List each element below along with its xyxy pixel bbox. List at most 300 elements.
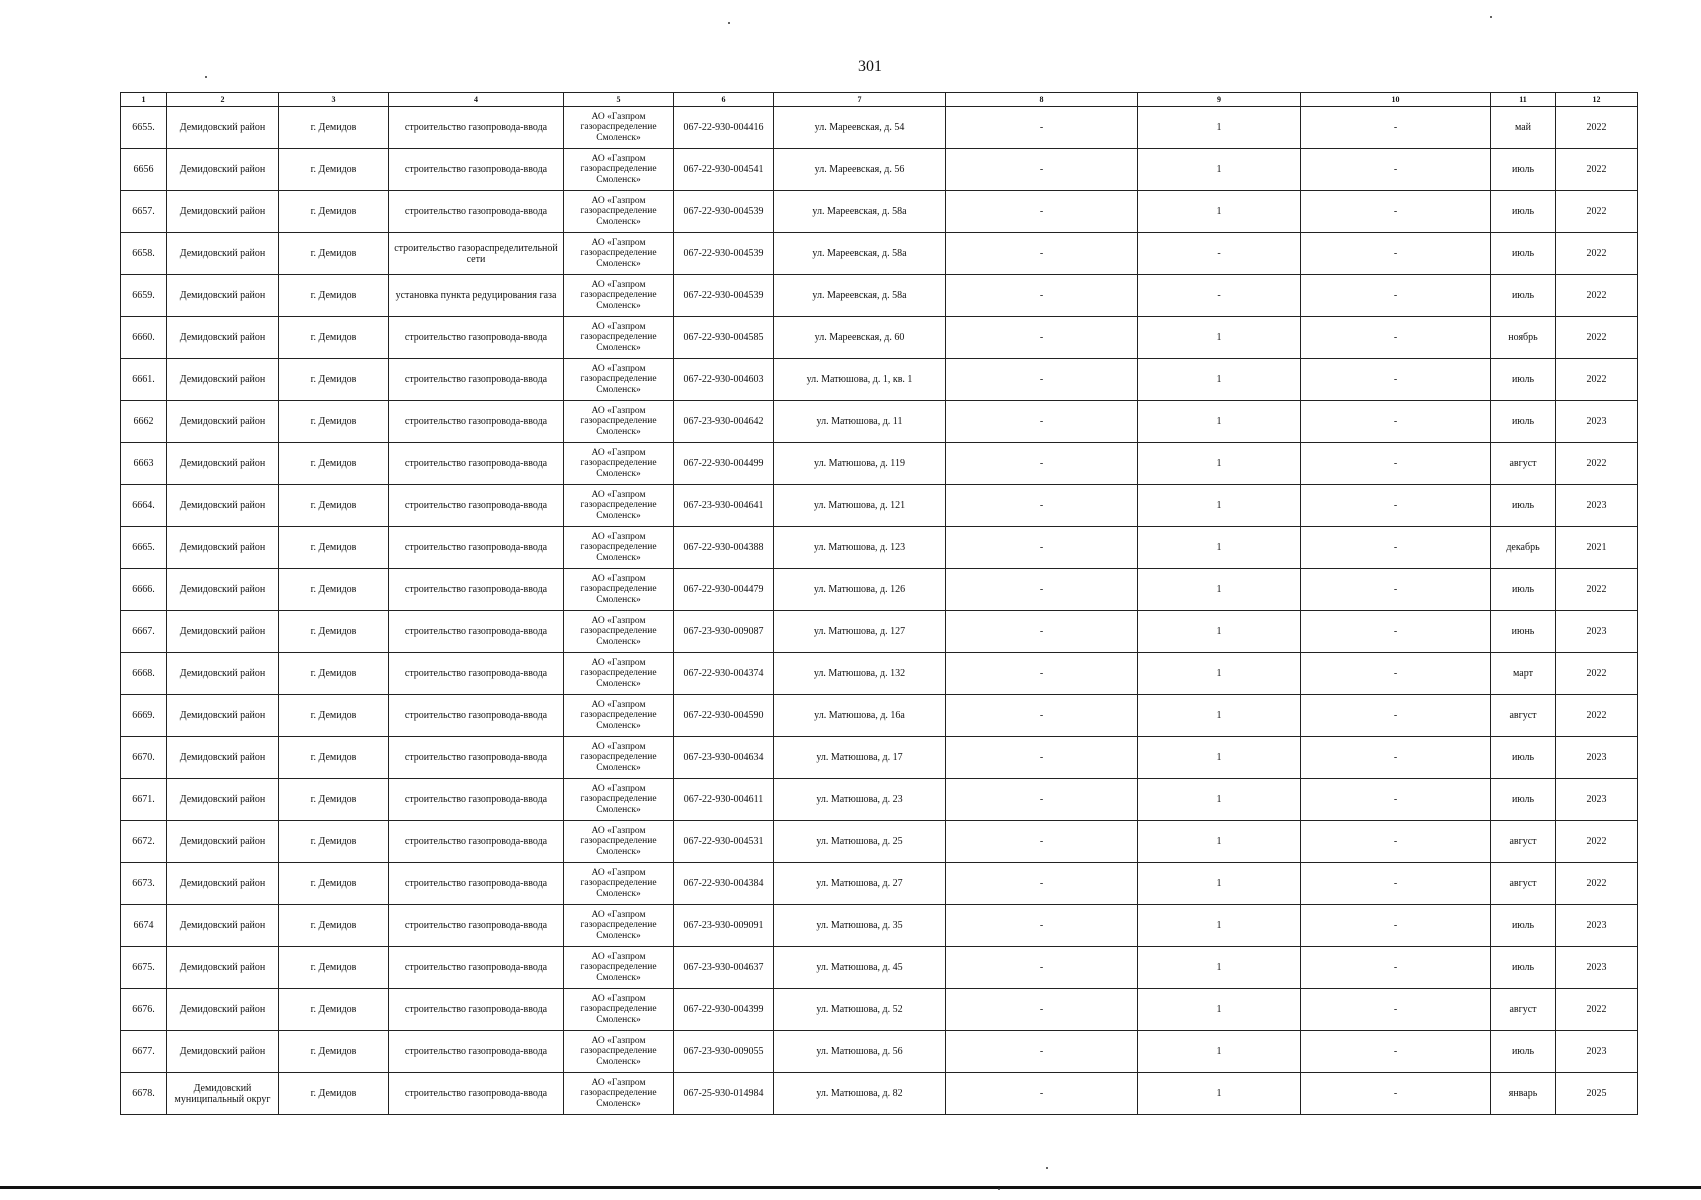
cell-month: июль <box>1491 779 1556 821</box>
cell-col-9-value: 1 <box>1138 737 1301 779</box>
table-row <box>121 569 1638 611</box>
cell-col-9-value: 1 <box>1138 107 1301 149</box>
cell-col-10-value: - <box>1301 989 1491 1031</box>
cell-organization: АО «Газпром газораспределение Смоленск» <box>564 149 674 191</box>
cell-col-8-value: - <box>946 989 1138 1031</box>
cell-address: ул. Матюшова, д. 82 <box>774 1073 946 1115</box>
cell-col-10-value: - <box>1301 107 1491 149</box>
cell-settlement: г. Демидов <box>279 905 389 947</box>
cell-col-10-value: - <box>1301 1031 1491 1073</box>
cell-address: ул. Мареевская, д. 56 <box>774 149 946 191</box>
cell-year: 2023 <box>1556 401 1638 443</box>
cell-month: июль <box>1491 737 1556 779</box>
cell-settlement: г. Демидов <box>279 695 389 737</box>
cell-object-code: 067-23-930-004642 <box>674 401 774 443</box>
table-header-row <box>121 93 1638 107</box>
cell-col-8-value: - <box>946 1073 1138 1115</box>
page-bottom-rule <box>0 1186 1701 1189</box>
cell-settlement: г. Демидов <box>279 527 389 569</box>
cell-address: ул. Матюшова, д. 27 <box>774 863 946 905</box>
cell-settlement: г. Демидов <box>279 737 389 779</box>
cell-address: ул. Матюшова, д. 25 <box>774 821 946 863</box>
cell-settlement: г. Демидов <box>279 149 389 191</box>
cell-address: ул. Матюшова, д. 56 <box>774 1031 946 1073</box>
cell-col-10-value: - <box>1301 485 1491 527</box>
cell-organization: АО «Газпром газораспределение Смоленск» <box>564 569 674 611</box>
cell-work-type: строительство газопровода-ввода <box>389 1073 564 1115</box>
cell-year: 2022 <box>1556 821 1638 863</box>
cell-work-type: строительство газораспределительной сети <box>389 233 564 275</box>
cell-district: Демидовский муниципальный округ <box>167 1073 279 1115</box>
cell-object-code: 067-22-930-004539 <box>674 275 774 317</box>
table-row <box>121 821 1638 863</box>
cell-district: Демидовский район <box>167 611 279 653</box>
cell-col-10-value: - <box>1301 191 1491 233</box>
cell-year: 2022 <box>1556 275 1638 317</box>
cell-work-type: строительство газопровода-ввода <box>389 611 564 653</box>
cell-col-9-value: 1 <box>1138 527 1301 569</box>
cell-district: Демидовский район <box>167 485 279 527</box>
cell-year: 2022 <box>1556 653 1638 695</box>
cell-settlement: г. Демидов <box>279 233 389 275</box>
cell-col-9-value: 1 <box>1138 905 1301 947</box>
cell-month: июль <box>1491 401 1556 443</box>
cell-col-9-value: 1 <box>1138 1031 1301 1073</box>
cell-organization: АО «Газпром газораспределение Смоленск» <box>564 737 674 779</box>
cell-col-10-value: - <box>1301 737 1491 779</box>
column-header: 1 <box>121 93 167 107</box>
cell-organization: АО «Газпром газораспределение Смоленск» <box>564 863 674 905</box>
cell-col-10-value: - <box>1301 779 1491 821</box>
cell-col-8-value: - <box>946 779 1138 821</box>
cell-settlement: г. Демидов <box>279 863 389 905</box>
cell-settlement: г. Демидов <box>279 821 389 863</box>
cell-address: ул. Матюшова, д. 126 <box>774 569 946 611</box>
cell-organization: АО «Газпром газораспределение Смоленск» <box>564 1031 674 1073</box>
cell-row-number: 6665. <box>121 527 167 569</box>
cell-year: 2022 <box>1556 317 1638 359</box>
cell-work-type: установка пункта редуцирования газа <box>389 275 564 317</box>
cell-row-number: 6660. <box>121 317 167 359</box>
cell-organization: АО «Газпром газораспределение Смоленск» <box>564 485 674 527</box>
cell-month: август <box>1491 821 1556 863</box>
cell-col-8-value: - <box>946 443 1138 485</box>
cell-address: ул. Матюшова, д. 1, кв. 1 <box>774 359 946 401</box>
table-row <box>121 401 1638 443</box>
table-row <box>121 779 1638 821</box>
cell-organization: АО «Газпром газораспределение Смоленск» <box>564 695 674 737</box>
table-row <box>121 1073 1638 1115</box>
cell-year: 2022 <box>1556 695 1638 737</box>
table-row <box>121 695 1638 737</box>
cell-work-type: строительство газопровода-ввода <box>389 401 564 443</box>
cell-object-code: 067-23-930-009087 <box>674 611 774 653</box>
cell-address: ул. Матюшова, д. 132 <box>774 653 946 695</box>
cell-col-9-value: 1 <box>1138 863 1301 905</box>
cell-row-number: 6656 <box>121 149 167 191</box>
cell-row-number: 6675. <box>121 947 167 989</box>
cell-col-8-value: - <box>946 401 1138 443</box>
cell-row-number: 6674 <box>121 905 167 947</box>
cell-district: Демидовский район <box>167 947 279 989</box>
cell-month: июль <box>1491 149 1556 191</box>
cell-month: декабрь <box>1491 527 1556 569</box>
cell-col-8-value: - <box>946 947 1138 989</box>
cell-organization: АО «Газпром газораспределение Смоленск» <box>564 401 674 443</box>
cell-col-9-value: 1 <box>1138 611 1301 653</box>
column-header: 5 <box>564 93 674 107</box>
cell-address: ул. Матюшова, д. 52 <box>774 989 946 1031</box>
table-row <box>121 527 1638 569</box>
table-row <box>121 863 1638 905</box>
table-row <box>121 233 1638 275</box>
cell-district: Демидовский район <box>167 401 279 443</box>
cell-col-10-value: - <box>1301 1073 1491 1115</box>
cell-address: ул. Матюшова, д. 11 <box>774 401 946 443</box>
cell-row-number: 6669. <box>121 695 167 737</box>
cell-object-code: 067-22-930-004531 <box>674 821 774 863</box>
cell-work-type: строительство газопровода-ввода <box>389 107 564 149</box>
table-row <box>121 275 1638 317</box>
cell-settlement: г. Демидов <box>279 569 389 611</box>
cell-district: Демидовский район <box>167 233 279 275</box>
cell-address: ул. Матюшова, д. 16а <box>774 695 946 737</box>
cell-year: 2022 <box>1556 989 1638 1031</box>
table-row <box>121 653 1638 695</box>
cell-object-code: 067-22-930-004539 <box>674 233 774 275</box>
cell-district: Демидовский район <box>167 191 279 233</box>
cell-month: июнь <box>1491 611 1556 653</box>
scan-speck <box>205 76 207 78</box>
cell-object-code: 067-23-930-004634 <box>674 737 774 779</box>
cell-row-number: 6666. <box>121 569 167 611</box>
cell-object-code: 067-23-930-009055 <box>674 1031 774 1073</box>
cell-address: ул. Мареевская, д. 58а <box>774 191 946 233</box>
table-row <box>121 737 1638 779</box>
cell-district: Демидовский район <box>167 359 279 401</box>
cell-work-type: строительство газопровода-ввода <box>389 947 564 989</box>
cell-month: июль <box>1491 233 1556 275</box>
table-row <box>121 317 1638 359</box>
cell-year: 2022 <box>1556 863 1638 905</box>
cell-month: август <box>1491 443 1556 485</box>
cell-district: Демидовский район <box>167 863 279 905</box>
cell-district: Демидовский район <box>167 779 279 821</box>
cell-object-code: 067-22-930-004603 <box>674 359 774 401</box>
scan-speck <box>1490 16 1492 18</box>
cell-col-9-value: 1 <box>1138 779 1301 821</box>
cell-work-type: строительство газопровода-ввода <box>389 1031 564 1073</box>
cell-col-8-value: - <box>946 863 1138 905</box>
cell-row-number: 6655. <box>121 107 167 149</box>
cell-month: январь <box>1491 1073 1556 1115</box>
cell-col-9-value: 1 <box>1138 947 1301 989</box>
cell-row-number: 6664. <box>121 485 167 527</box>
cell-year: 2022 <box>1556 233 1638 275</box>
cell-col-10-value: - <box>1301 233 1491 275</box>
cell-object-code: 067-22-930-004590 <box>674 695 774 737</box>
cell-col-10-value: - <box>1301 275 1491 317</box>
cell-object-code: 067-22-930-004374 <box>674 653 774 695</box>
cell-year: 2025 <box>1556 1073 1638 1115</box>
cell-col-9-value: - <box>1138 275 1301 317</box>
cell-object-code: 067-23-930-004637 <box>674 947 774 989</box>
cell-col-8-value: - <box>946 695 1138 737</box>
cell-organization: АО «Газпром газораспределение Смоленск» <box>564 191 674 233</box>
cell-month: июль <box>1491 191 1556 233</box>
cell-col-10-value: - <box>1301 611 1491 653</box>
cell-row-number: 6662 <box>121 401 167 443</box>
cell-row-number: 6672. <box>121 821 167 863</box>
cell-settlement: г. Демидов <box>279 1031 389 1073</box>
cell-col-9-value: 1 <box>1138 401 1301 443</box>
cell-col-8-value: - <box>946 149 1138 191</box>
cell-col-10-value: - <box>1301 443 1491 485</box>
cell-work-type: строительство газопровода-ввода <box>389 317 564 359</box>
table-row <box>121 149 1638 191</box>
scan-speck <box>1046 1167 1048 1169</box>
cell-row-number: 6676. <box>121 989 167 1031</box>
cell-row-number: 6673. <box>121 863 167 905</box>
cell-col-10-value: - <box>1301 695 1491 737</box>
cell-organization: АО «Газпром газораспределение Смоленск» <box>564 905 674 947</box>
cell-district: Демидовский район <box>167 317 279 359</box>
cell-work-type: строительство газопровода-ввода <box>389 359 564 401</box>
cell-object-code: 067-22-930-004399 <box>674 989 774 1031</box>
cell-year: 2022 <box>1556 149 1638 191</box>
cell-settlement: г. Демидов <box>279 779 389 821</box>
cell-year: 2022 <box>1556 359 1638 401</box>
cell-object-code: 067-25-930-014984 <box>674 1073 774 1115</box>
cell-row-number: 6658. <box>121 233 167 275</box>
cell-district: Демидовский район <box>167 989 279 1031</box>
cell-col-9-value: 1 <box>1138 443 1301 485</box>
table-row <box>121 989 1638 1031</box>
cell-year: 2023 <box>1556 1031 1638 1073</box>
cell-object-code: 067-22-930-004416 <box>674 107 774 149</box>
cell-organization: АО «Газпром газораспределение Смоленск» <box>564 317 674 359</box>
cell-organization: АО «Газпром газораспределение Смоленск» <box>564 359 674 401</box>
cell-col-10-value: - <box>1301 821 1491 863</box>
cell-year: 2022 <box>1556 569 1638 611</box>
cell-organization: АО «Газпром газораспределение Смоленск» <box>564 443 674 485</box>
cell-month: август <box>1491 863 1556 905</box>
cell-organization: АО «Газпром газораспределение Смоленск» <box>564 947 674 989</box>
cell-address: ул. Матюшова, д. 17 <box>774 737 946 779</box>
cell-address: ул. Матюшова, д. 127 <box>774 611 946 653</box>
cell-settlement: г. Демидов <box>279 275 389 317</box>
cell-organization: АО «Газпром газораспределение Смоленск» <box>564 653 674 695</box>
cell-object-code: 067-22-930-004611 <box>674 779 774 821</box>
cell-district: Демидовский район <box>167 905 279 947</box>
cell-year: 2022 <box>1556 107 1638 149</box>
cell-settlement: г. Демидов <box>279 653 389 695</box>
cell-col-10-value: - <box>1301 401 1491 443</box>
cell-col-9-value: 1 <box>1138 569 1301 611</box>
cell-row-number: 6670. <box>121 737 167 779</box>
table-body <box>121 107 1638 1115</box>
cell-month: август <box>1491 695 1556 737</box>
cell-settlement: г. Демидов <box>279 1073 389 1115</box>
cell-col-10-value: - <box>1301 863 1491 905</box>
cell-col-9-value: - <box>1138 233 1301 275</box>
cell-month: июль <box>1491 485 1556 527</box>
cell-year: 2023 <box>1556 905 1638 947</box>
cell-district: Демидовский район <box>167 149 279 191</box>
cell-year: 2023 <box>1556 485 1638 527</box>
cell-col-8-value: - <box>946 527 1138 569</box>
cell-work-type: строительство газопровода-ввода <box>389 443 564 485</box>
cell-row-number: 6657. <box>121 191 167 233</box>
cell-district: Демидовский район <box>167 737 279 779</box>
column-header: 4 <box>389 93 564 107</box>
cell-settlement: г. Демидов <box>279 989 389 1031</box>
cell-col-8-value: - <box>946 317 1138 359</box>
cell-col-8-value: - <box>946 1031 1138 1073</box>
cell-year: 2022 <box>1556 443 1638 485</box>
cell-address: ул. Мареевская, д. 60 <box>774 317 946 359</box>
cell-month: июль <box>1491 1031 1556 1073</box>
cell-district: Демидовский район <box>167 443 279 485</box>
cell-object-code: 067-22-930-004585 <box>674 317 774 359</box>
column-header: 8 <box>946 93 1138 107</box>
cell-work-type: строительство газопровода-ввода <box>389 191 564 233</box>
cell-col-10-value: - <box>1301 653 1491 695</box>
cell-district: Демидовский район <box>167 1031 279 1073</box>
cell-work-type: строительство газопровода-ввода <box>389 821 564 863</box>
cell-col-8-value: - <box>946 905 1138 947</box>
cell-settlement: г. Демидов <box>279 359 389 401</box>
cell-district: Демидовский район <box>167 569 279 611</box>
cell-month: июль <box>1491 569 1556 611</box>
cell-col-9-value: 1 <box>1138 191 1301 233</box>
cell-row-number: 6678. <box>121 1073 167 1115</box>
cell-col-8-value: - <box>946 569 1138 611</box>
cell-year: 2023 <box>1556 737 1638 779</box>
cell-object-code: 067-23-930-009091 <box>674 905 774 947</box>
cell-row-number: 6668. <box>121 653 167 695</box>
cell-col-9-value: 1 <box>1138 317 1301 359</box>
cell-work-type: строительство газопровода-ввода <box>389 527 564 569</box>
cell-col-8-value: - <box>946 233 1138 275</box>
cell-col-8-value: - <box>946 191 1138 233</box>
scan-speck <box>998 1188 1000 1190</box>
table-row <box>121 191 1638 233</box>
cell-col-9-value: 1 <box>1138 359 1301 401</box>
cell-col-10-value: - <box>1301 149 1491 191</box>
cell-object-code: 067-23-930-004641 <box>674 485 774 527</box>
cell-row-number: 6661. <box>121 359 167 401</box>
cell-object-code: 067-22-930-004539 <box>674 191 774 233</box>
cell-col-9-value: 1 <box>1138 1073 1301 1115</box>
cell-work-type: строительство газопровода-ввода <box>389 737 564 779</box>
column-header: 2 <box>167 93 279 107</box>
cell-work-type: строительство газопровода-ввода <box>389 863 564 905</box>
cell-year: 2023 <box>1556 779 1638 821</box>
cell-district: Демидовский район <box>167 107 279 149</box>
cell-object-code: 067-22-930-004479 <box>674 569 774 611</box>
cell-col-8-value: - <box>946 275 1138 317</box>
cell-month: март <box>1491 653 1556 695</box>
cell-col-8-value: - <box>946 611 1138 653</box>
cell-settlement: г. Демидов <box>279 317 389 359</box>
cell-col-10-value: - <box>1301 947 1491 989</box>
cell-object-code: 067-22-930-004388 <box>674 527 774 569</box>
cell-settlement: г. Демидов <box>279 191 389 233</box>
cell-district: Демидовский район <box>167 821 279 863</box>
cell-address: ул. Матюшова, д. 119 <box>774 443 946 485</box>
cell-organization: АО «Газпром газораспределение Смоленск» <box>564 779 674 821</box>
table-row <box>121 947 1638 989</box>
cell-month: август <box>1491 989 1556 1031</box>
scan-speck <box>728 22 730 24</box>
cell-address: ул. Матюшова, д. 121 <box>774 485 946 527</box>
cell-month: июль <box>1491 947 1556 989</box>
cell-row-number: 6667. <box>121 611 167 653</box>
cell-settlement: г. Демидов <box>279 947 389 989</box>
cell-row-number: 6663 <box>121 443 167 485</box>
cell-settlement: г. Демидов <box>279 611 389 653</box>
column-header: 9 <box>1138 93 1301 107</box>
cell-col-10-value: - <box>1301 527 1491 569</box>
cell-col-9-value: 1 <box>1138 485 1301 527</box>
cell-year: 2023 <box>1556 947 1638 989</box>
cell-settlement: г. Демидов <box>279 485 389 527</box>
column-header: 10 <box>1301 93 1491 107</box>
column-header: 3 <box>279 93 389 107</box>
cell-work-type: строительство газопровода-ввода <box>389 149 564 191</box>
cell-work-type: строительство газопровода-ввода <box>389 485 564 527</box>
cell-col-9-value: 1 <box>1138 149 1301 191</box>
column-header: 7 <box>774 93 946 107</box>
cell-work-type: строительство газопровода-ввода <box>389 569 564 611</box>
cell-district: Демидовский район <box>167 275 279 317</box>
table-row <box>121 611 1638 653</box>
cell-month: июль <box>1491 275 1556 317</box>
cell-organization: АО «Газпром газораспределение Смоленск» <box>564 989 674 1031</box>
table-row <box>121 359 1638 401</box>
cell-col-10-value: - <box>1301 317 1491 359</box>
table-row <box>121 905 1638 947</box>
cell-col-8-value: - <box>946 359 1138 401</box>
cell-work-type: строительство газопровода-ввода <box>389 779 564 821</box>
cell-col-9-value: 1 <box>1138 695 1301 737</box>
cell-address: ул. Матюшова, д. 45 <box>774 947 946 989</box>
cell-month: ноябрь <box>1491 317 1556 359</box>
cell-organization: АО «Газпром газораспределение Смоленск» <box>564 611 674 653</box>
cell-year: 2023 <box>1556 611 1638 653</box>
cell-organization: АО «Газпром газораспределение Смоленск» <box>564 527 674 569</box>
cell-year: 2021 <box>1556 527 1638 569</box>
cell-organization: АО «Газпром газораспределение Смоленск» <box>564 275 674 317</box>
table-row <box>121 1031 1638 1073</box>
cell-work-type: строительство газопровода-ввода <box>389 695 564 737</box>
cell-col-8-value: - <box>946 737 1138 779</box>
registry-table <box>120 92 1638 1115</box>
cell-work-type: строительство газопровода-ввода <box>389 989 564 1031</box>
cell-col-8-value: - <box>946 107 1138 149</box>
cell-row-number: 6659. <box>121 275 167 317</box>
cell-address: ул. Матюшова, д. 23 <box>774 779 946 821</box>
cell-object-code: 067-22-930-004384 <box>674 863 774 905</box>
table-row <box>121 485 1638 527</box>
cell-col-10-value: - <box>1301 359 1491 401</box>
page-number: 301 <box>858 58 882 75</box>
column-header: 12 <box>1556 93 1638 107</box>
cell-work-type: строительство газопровода-ввода <box>389 653 564 695</box>
cell-district: Демидовский район <box>167 695 279 737</box>
cell-district: Демидовский район <box>167 527 279 569</box>
